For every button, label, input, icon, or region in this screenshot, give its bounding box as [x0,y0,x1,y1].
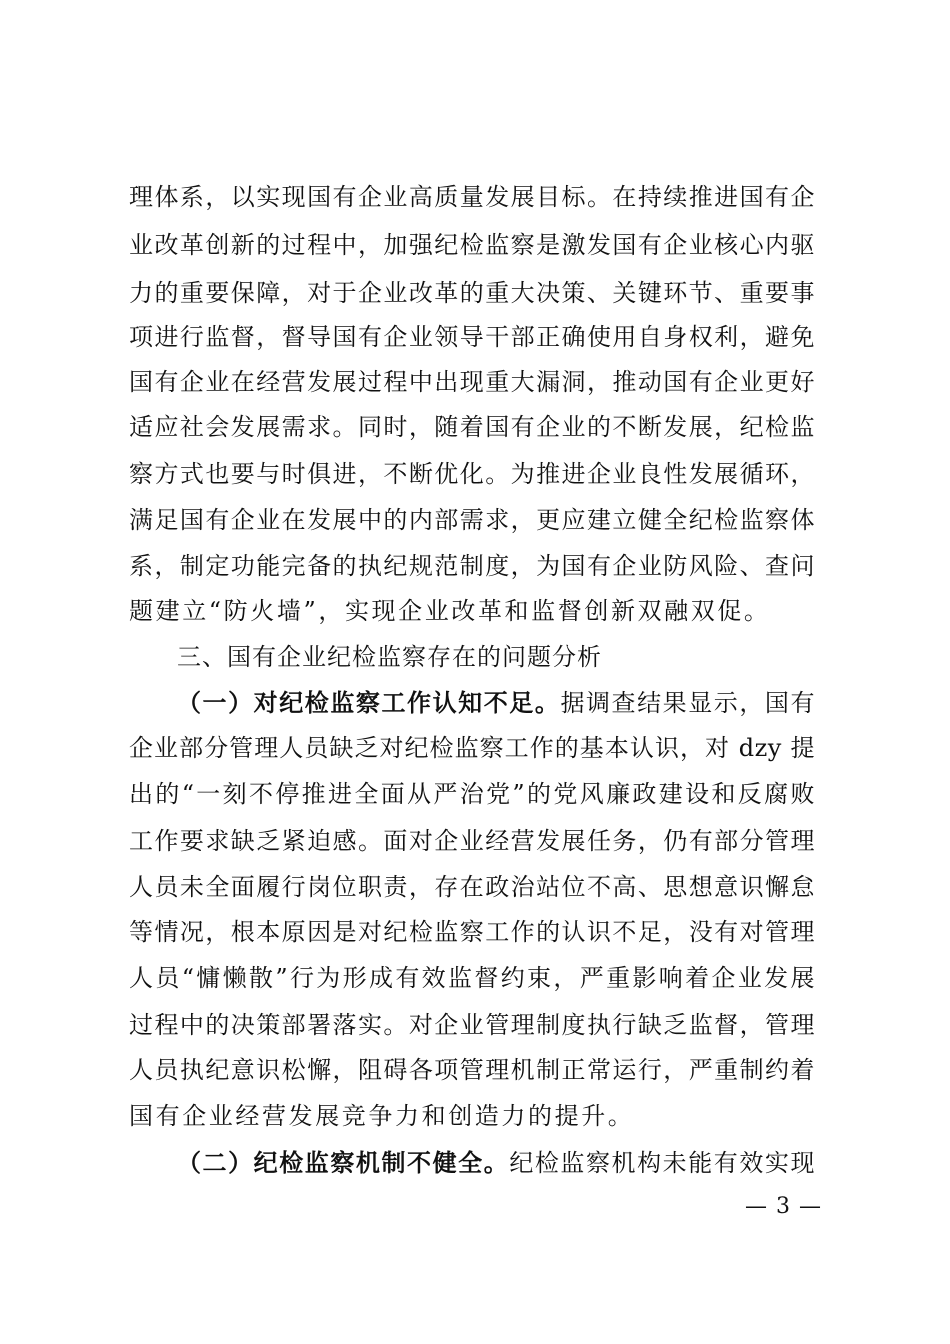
paragraph-line: 项进行监督，督导国有企业领导干部正确使用自身权利，避免 [129,323,815,351]
paragraph-line: 力的重要保障，对于企业改革的重大决策、关键环节、重要事 [129,279,815,307]
subsection-text: 据调查结果显示，国有 [560,689,815,717]
subsection-first-line [177,1146,815,1180]
subsection-first-line [177,686,815,720]
paragraph-line: 工作要求缺乏紧迫感。面对企业经营发展任务，仍有部分管理 [129,827,815,855]
paragraph-line: 国有企业经营发展竞争力和创造力的提升。 [129,1102,635,1130]
subsection-heading: （一）对纪检监察工作认知不足。 [177,689,561,717]
paragraph-line: 理体系，以实现国有企业高质量发展目标。在持续推进国有企 [129,183,815,211]
paragraph-line: 出的“一刻不停推进全面从严治党”的党风廉政建设和反腐败 [129,780,815,808]
paragraph-line: 人员未全面履行岗位职责，存在政治站位不高、思想意识懈怠 [129,873,815,901]
paragraph-line: 业改革创新的过程中，加强纪检监察是激发国有企业核心内驱 [129,231,815,259]
paragraph-line: 过程中的决策部署落实。对企业管理制度执行缺乏监督，管理 [129,1011,815,1039]
section-heading: 三、国有企业纪检监察存在的问题分析 [177,643,602,671]
paragraph-line: 等情况，根本原因是对纪检监察工作的认识不足，没有对管理 [129,918,815,946]
paragraph-line: 系，制定功能完备的执纪规范制度，为国有企业防风险、查问 [129,552,815,580]
paragraph-line: 企业部分管理人员缺乏对纪检监察工作的基本认识，对 dzy 提 [129,734,815,762]
paragraph-line: 题建立“防火墙”，实现企业改革和监督创新双融双促。 [129,597,771,625]
page-number: — 3 — [745,1194,822,1219]
paragraph-line: 国有企业在经营发展过程中出现重大漏洞，推动国有企业更好 [129,368,815,396]
subsection-text: 纪检监察机构未能有效实现 [509,1149,815,1177]
paragraph-line: 人员“慵懒散”行为形成有效监督约束，严重影响着企业发展 [129,964,815,992]
paragraph-line: 适应社会发展需求。同时，随着国有企业的不断发展，纪检监 [129,413,815,441]
paragraph-line: 满足国有企业在发展中的内部需求，更应建立健全纪检监察体 [129,506,815,534]
subsection-heading: （二）纪检监察机制不健全。 [177,1149,510,1177]
paragraph-line: 察方式也要与时俱进，不断优化。为推进企业良性发展循环， [129,460,815,488]
paragraph-line: 人员执纪意识松懈，阻碍各项管理机制正常运行，严重制约着 [129,1056,815,1084]
